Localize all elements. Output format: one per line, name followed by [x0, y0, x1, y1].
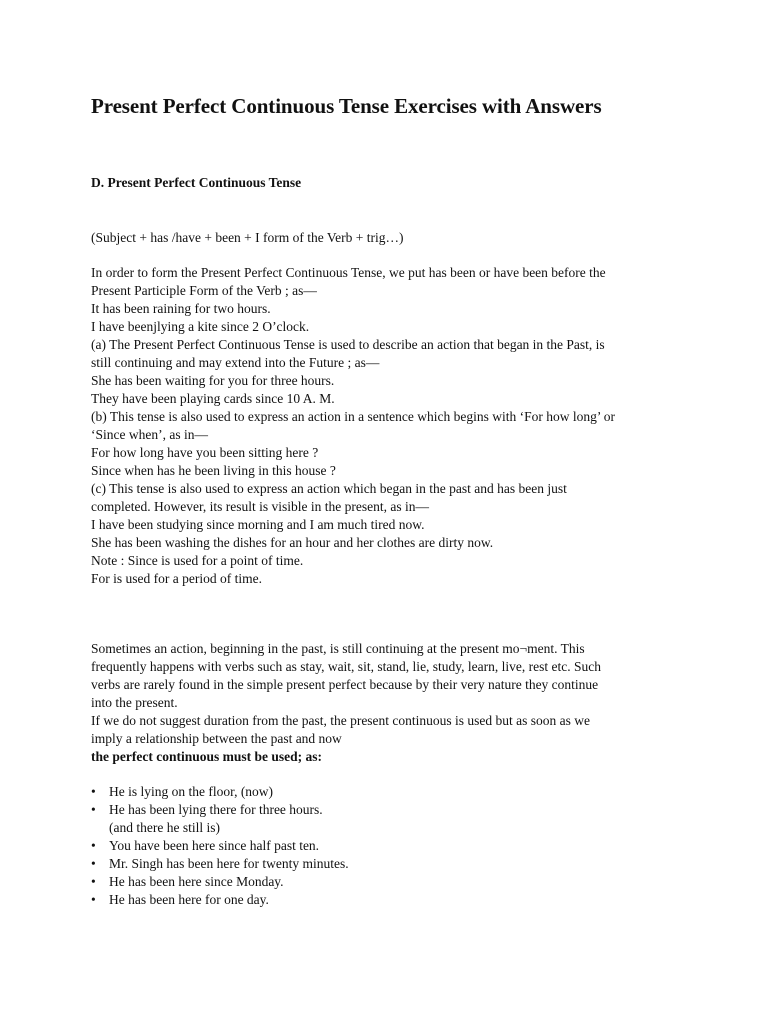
body-line: (a) The Present Perfect Continuous Tense is used to describe an action that began in the Past, is: [91, 337, 605, 352]
list-item: [91, 891, 269, 909]
bullet-icon: •: [91, 892, 96, 907]
bullet-icon: •: [91, 838, 96, 853]
list-item: [91, 873, 284, 891]
list-item-text: He has been here for one day.: [109, 892, 269, 907]
paragraph-line: verbs are rarely found in the simple present perfect because by their very nature they continue: [91, 677, 599, 692]
body-line: Note : Since is used for a point of time.: [91, 553, 304, 568]
body-line: She has been waiting for you for three hours.: [91, 373, 335, 388]
list-item-text: He has been lying there for three hours.: [109, 802, 323, 817]
bullet-icon: •: [91, 874, 96, 889]
list-item: [91, 801, 323, 819]
section-heading: D. Present Perfect Continuous Tense: [91, 175, 302, 190]
bullet-icon: •: [91, 784, 96, 799]
body-line: (c) This tense is also used to express an action which began in the past and has been just: [91, 481, 567, 496]
body-line: completed. However, its result is visible in the present, as in—: [91, 499, 430, 514]
list-item: [91, 783, 274, 801]
body-line: I have beenjlying a kite since 2 O’clock.: [91, 319, 310, 334]
list-item-text: Mr. Singh has been here for twenty minutes.: [109, 856, 349, 871]
list-item-text: He has been here since Monday.: [109, 874, 284, 889]
body-line: For how long have you been sitting here ?: [91, 445, 319, 460]
list-item-continuation: [109, 819, 220, 837]
paragraph-line: imply a relationship between the past and now: [91, 731, 342, 746]
paragraph-line: into the present.: [91, 695, 178, 710]
bullet-icon: •: [91, 856, 96, 871]
formula-line: (Subject + has /have + been + I form of the Verb + trig…): [91, 230, 404, 245]
list-item: [91, 837, 320, 855]
body-line: Present Participle Form of the Verb ; as—: [91, 283, 317, 298]
list-item-text: You have been here since half past ten.: [109, 838, 320, 853]
paragraph-line: Sometimes an action, beginning in the past, is still continuing at the present mo¬ment. This: [91, 641, 585, 656]
body-line: It has been raining for two hours.: [91, 301, 271, 316]
paragraph-line: If we do not suggest duration from the past, the present continuous is used but as soon as we: [91, 713, 591, 728]
body-line: I have been studying since morning and I am much tired now.: [91, 517, 425, 532]
body-line: In order to form the Present Perfect Continuous Tense, we put has been or have been before the: [91, 265, 606, 280]
page-title: Present Perfect Continuous Tense Exercises with Answers: [91, 94, 602, 118]
bullet-icon: •: [91, 802, 96, 817]
list-item: [91, 855, 349, 873]
body-line: still continuing and may extend into the Future ; as—: [91, 355, 380, 370]
body-line: ‘Since when’, as in—: [91, 427, 208, 442]
body-line: They have been playing cards since 10 A. M.: [91, 391, 335, 406]
list-item-text: (and there he still is): [109, 820, 220, 835]
list-item-text: He is lying on the floor, (now): [109, 784, 274, 799]
body-line: For is used for a period of time.: [91, 571, 262, 586]
paragraph-line: frequently happens with verbs such as stay, wait, sit, stand, lie, study, learn, live, rest etc. Such: [91, 659, 602, 674]
body-line: She has been washing the dishes for an hour and her clothes are dirty now.: [91, 535, 494, 550]
body-line: Since when has he been living in this house ?: [91, 463, 336, 478]
body-line: (b) This tense is also used to express an action in a sentence which begins with ‘For how long’ or: [91, 409, 616, 424]
bold-line: the perfect continuous must be used; as:: [91, 749, 322, 764]
